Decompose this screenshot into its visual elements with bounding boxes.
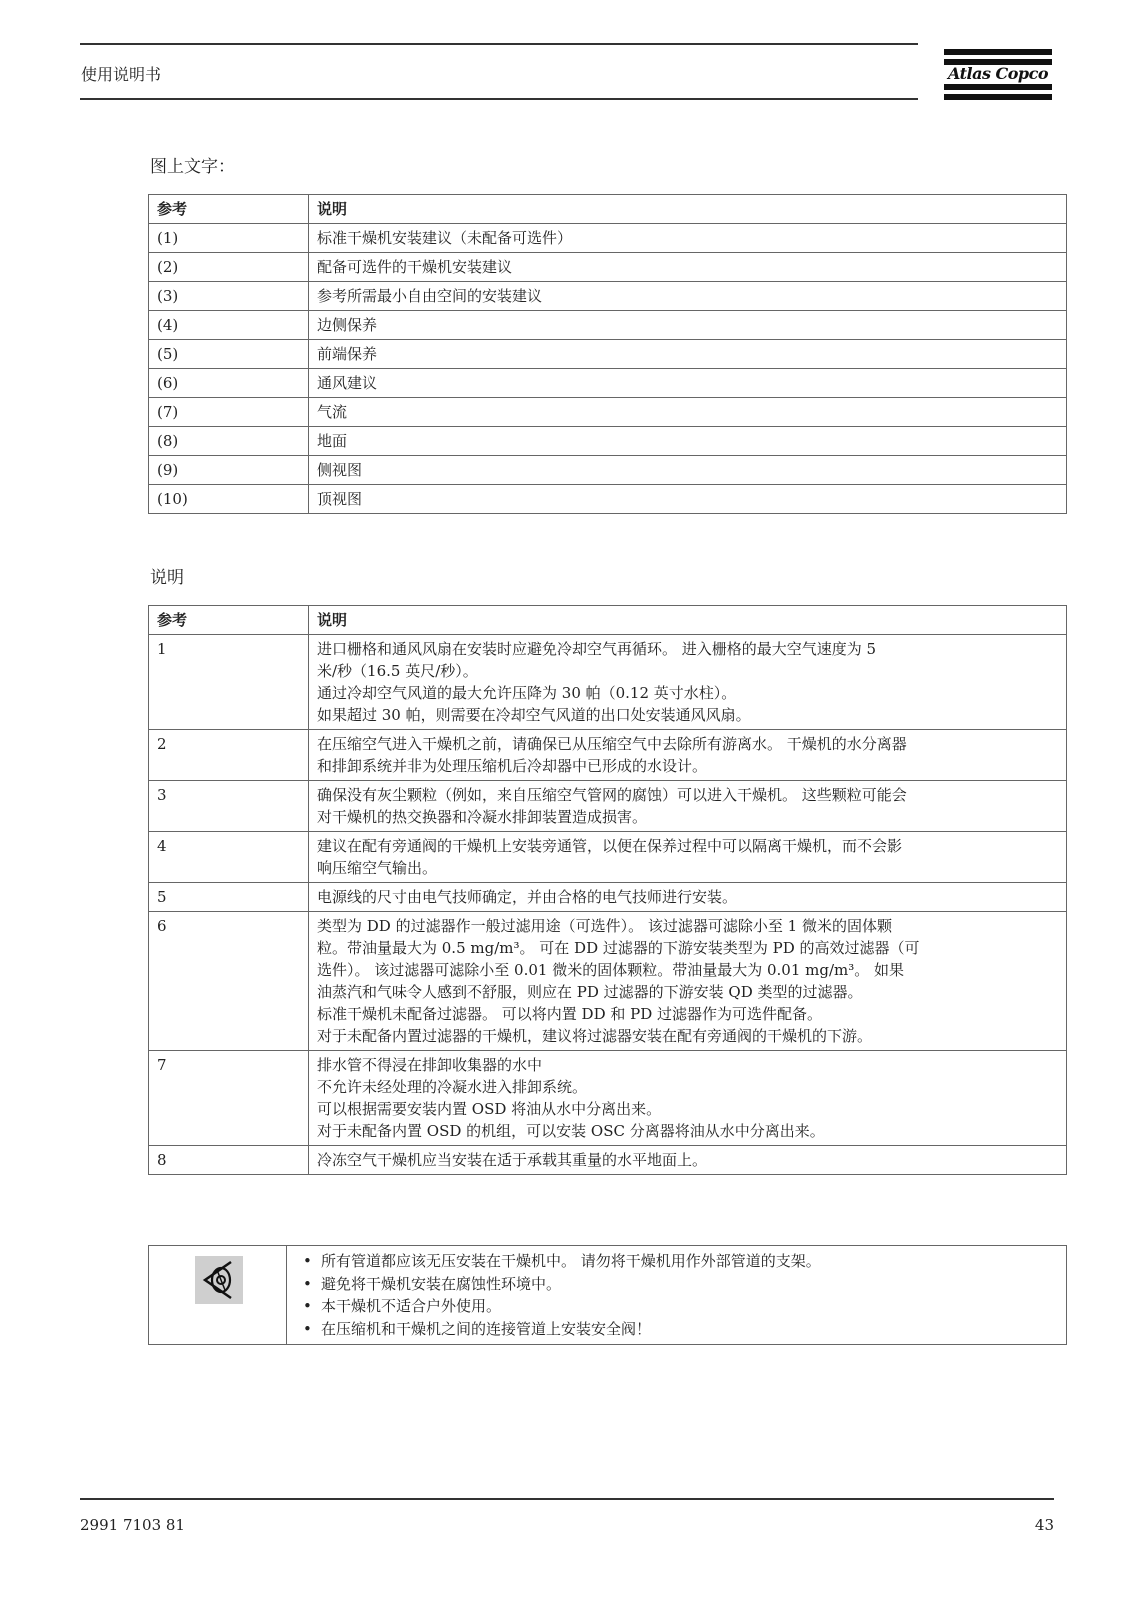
row-ref: (9) xyxy=(149,456,309,485)
warning-list xyxy=(321,1250,821,1340)
row-desc: 顶视图 xyxy=(309,485,1067,514)
column-header-desc: 说明 xyxy=(309,606,1067,635)
table-row xyxy=(149,253,1067,282)
warning-box xyxy=(148,1245,1067,1345)
row-ref: 3 xyxy=(149,781,309,832)
header-top-rule xyxy=(80,43,918,45)
row-desc xyxy=(309,730,1067,781)
desc-line: 粒。带油量最大为 0.5 mg/m³。 可在 DD 过滤器的下游安装类型为 PD 的高效过滤器（可 xyxy=(317,939,920,957)
row-ref: (2) xyxy=(149,253,309,282)
desc-line: 通过冷却空气风道的最大允许压降为 30 帕（0.12 英寸水柱）。 xyxy=(317,684,737,702)
desc-line: 不允许未经处理的冷凝水进入排卸系统。 xyxy=(317,1078,588,1096)
row-desc xyxy=(309,1051,1067,1146)
atlas-copco-logo xyxy=(944,49,1052,101)
installation-notes-table xyxy=(148,605,1067,1175)
row-desc: 气流 xyxy=(309,398,1067,427)
table-row xyxy=(149,427,1067,456)
header-bottom-rule xyxy=(80,98,918,100)
read-manual-icon xyxy=(195,1256,243,1304)
row-ref: 8 xyxy=(149,1146,309,1175)
table-row xyxy=(149,398,1067,427)
desc-line: 对干燥机的热交换器和冷凝水排卸装置造成损害。 xyxy=(317,808,648,826)
column-header-desc: 说明 xyxy=(309,195,1067,224)
desc-line: 如果超过 30 帕，则需要在冷却空气风道的出口处安装通风风扇。 xyxy=(317,706,751,724)
desc-line: 和排卸系统并非为处理压缩机后冷却器中已形成的水设计。 xyxy=(317,757,708,775)
page-number: 43 xyxy=(1034,1516,1054,1534)
table-header-row xyxy=(149,606,1067,635)
row-ref: 5 xyxy=(149,883,309,912)
desc-line: 建议在配有旁通阀的干燥机上安装旁通管，以便在保养过程中可以隔离干燥机，而不会影 xyxy=(317,837,903,855)
desc-line: 响压缩空气输出。 xyxy=(317,859,438,877)
row-ref: (10) xyxy=(149,485,309,514)
desc-line: 米/秒（16.5 英尺/秒）。 xyxy=(317,662,478,680)
warning-item: • 避免将干燥机安装在腐蚀性环境中。 xyxy=(321,1273,821,1296)
row-desc: 参考所需最小自由空间的安装建议 xyxy=(309,282,1067,311)
table-row xyxy=(149,1051,1067,1146)
document-title: 使用说明书 xyxy=(81,65,162,84)
table-row xyxy=(149,282,1067,311)
table-row xyxy=(149,832,1067,883)
desc-line: 在压缩空气进入干燥机之前，请确保已从压缩空气中去除所有游离水。 干燥机的水分离器 xyxy=(317,735,907,753)
column-header-ref: 参考 xyxy=(149,195,309,224)
document-number: 2991 7103 81 xyxy=(80,1516,185,1534)
desc-line: 冷冻空气干燥机应当安装在适于承载其重量的水平地面上。 xyxy=(317,1151,708,1169)
row-ref: 7 xyxy=(149,1051,309,1146)
row-ref: (5) xyxy=(149,340,309,369)
desc-line: 对于未配备内置过滤器的干燥机，建议将过滤器安装在配有旁通阀的干燥机的下游。 xyxy=(317,1027,873,1045)
table-row xyxy=(149,912,1067,1051)
column-header-ref: 参考 xyxy=(149,606,309,635)
table-row xyxy=(149,883,1067,912)
figure-section-title: 图上文字： xyxy=(150,157,235,177)
notes-section-title: 说明 xyxy=(150,568,184,588)
row-ref: 2 xyxy=(149,730,309,781)
row-desc: 通风建议 xyxy=(309,369,1067,398)
desc-line: 确保没有灰尘颗粒（例如，来自压缩空气管网的腐蚀）可以进入干燥机。 这些颗粒可能会 xyxy=(317,786,907,804)
table-row xyxy=(149,311,1067,340)
row-desc xyxy=(309,1146,1067,1175)
table-row xyxy=(149,1146,1067,1175)
desc-line: 类型为 DD 的过滤器作一般过滤用途（可选件）。 该过滤器可滤除小至 1 微米的固体颗 xyxy=(317,917,892,935)
desc-line: 进口栅格和通风风扇在安装时应避免冷却空气再循环。 进入栅格的最大空气速度为 5 xyxy=(317,640,877,658)
table-row xyxy=(149,485,1067,514)
table-header-row xyxy=(149,195,1067,224)
row-desc: 前端保养 xyxy=(309,340,1067,369)
table-row xyxy=(149,781,1067,832)
warning-item: • 在压缩机和干燥机之间的连接管道上安装安全阀！ xyxy=(321,1318,821,1341)
row-ref: 1 xyxy=(149,635,309,730)
figure-legend-table xyxy=(148,194,1067,514)
warning-item: • 本干燥机不适合户外使用。 xyxy=(321,1295,821,1318)
row-desc xyxy=(309,883,1067,912)
table-row xyxy=(149,369,1067,398)
row-desc xyxy=(309,781,1067,832)
row-ref: (4) xyxy=(149,311,309,340)
row-desc: 标准干燥机安装建议（未配备可选件） xyxy=(309,224,1067,253)
row-ref: (8) xyxy=(149,427,309,456)
footer-rule xyxy=(80,1498,1054,1500)
row-ref: 6 xyxy=(149,912,309,1051)
row-desc: 地面 xyxy=(309,427,1067,456)
table-row xyxy=(149,340,1067,369)
logo-text: Atlas Copco xyxy=(947,64,1049,83)
desc-line: 油蒸汽和气味令人感到不舒服，则应在 PD 过滤器的下游安装 QD 类型的过滤器。 xyxy=(317,983,863,1001)
warning-divider xyxy=(286,1246,287,1344)
row-desc: 边侧保养 xyxy=(309,311,1067,340)
warning-item: • 所有管道都应该无压安装在干燥机中。 请勿将干燥机用作外部管道的支架。 xyxy=(321,1250,821,1273)
row-desc xyxy=(309,832,1067,883)
desc-line: 电源线的尺寸由电气技师确定，并由合格的电气技师进行安装。 xyxy=(317,888,738,906)
desc-line: 可以根据需要安装内置 OSD 将油从水中分离出来。 xyxy=(317,1100,662,1118)
table-row xyxy=(149,456,1067,485)
desc-line: 排水管不得浸在排卸收集器的水中 xyxy=(317,1056,543,1074)
row-desc xyxy=(309,912,1067,1051)
row-ref: (6) xyxy=(149,369,309,398)
desc-line: 选件）。 该过滤器可滤除小至 0.01 微米的固体颗粒。带油量最大为 0.01 mg/m³。 如果 xyxy=(317,961,905,979)
row-ref: (7) xyxy=(149,398,309,427)
row-ref: (1) xyxy=(149,224,309,253)
desc-line: 对于未配备内置 OSD 的机组，可以安装 OSC 分离器将油从水中分离出来。 xyxy=(317,1122,825,1140)
table-row xyxy=(149,730,1067,781)
table-row xyxy=(149,224,1067,253)
row-ref: (3) xyxy=(149,282,309,311)
desc-line: 标准干燥机未配备过滤器。 可以将内置 DD 和 PD 过滤器作为可选件配备。 xyxy=(317,1005,823,1023)
row-desc: 侧视图 xyxy=(309,456,1067,485)
row-desc: 配备可选件的干燥机安装建议 xyxy=(309,253,1067,282)
row-desc xyxy=(309,635,1067,730)
table-row xyxy=(149,635,1067,730)
row-ref: 4 xyxy=(149,832,309,883)
